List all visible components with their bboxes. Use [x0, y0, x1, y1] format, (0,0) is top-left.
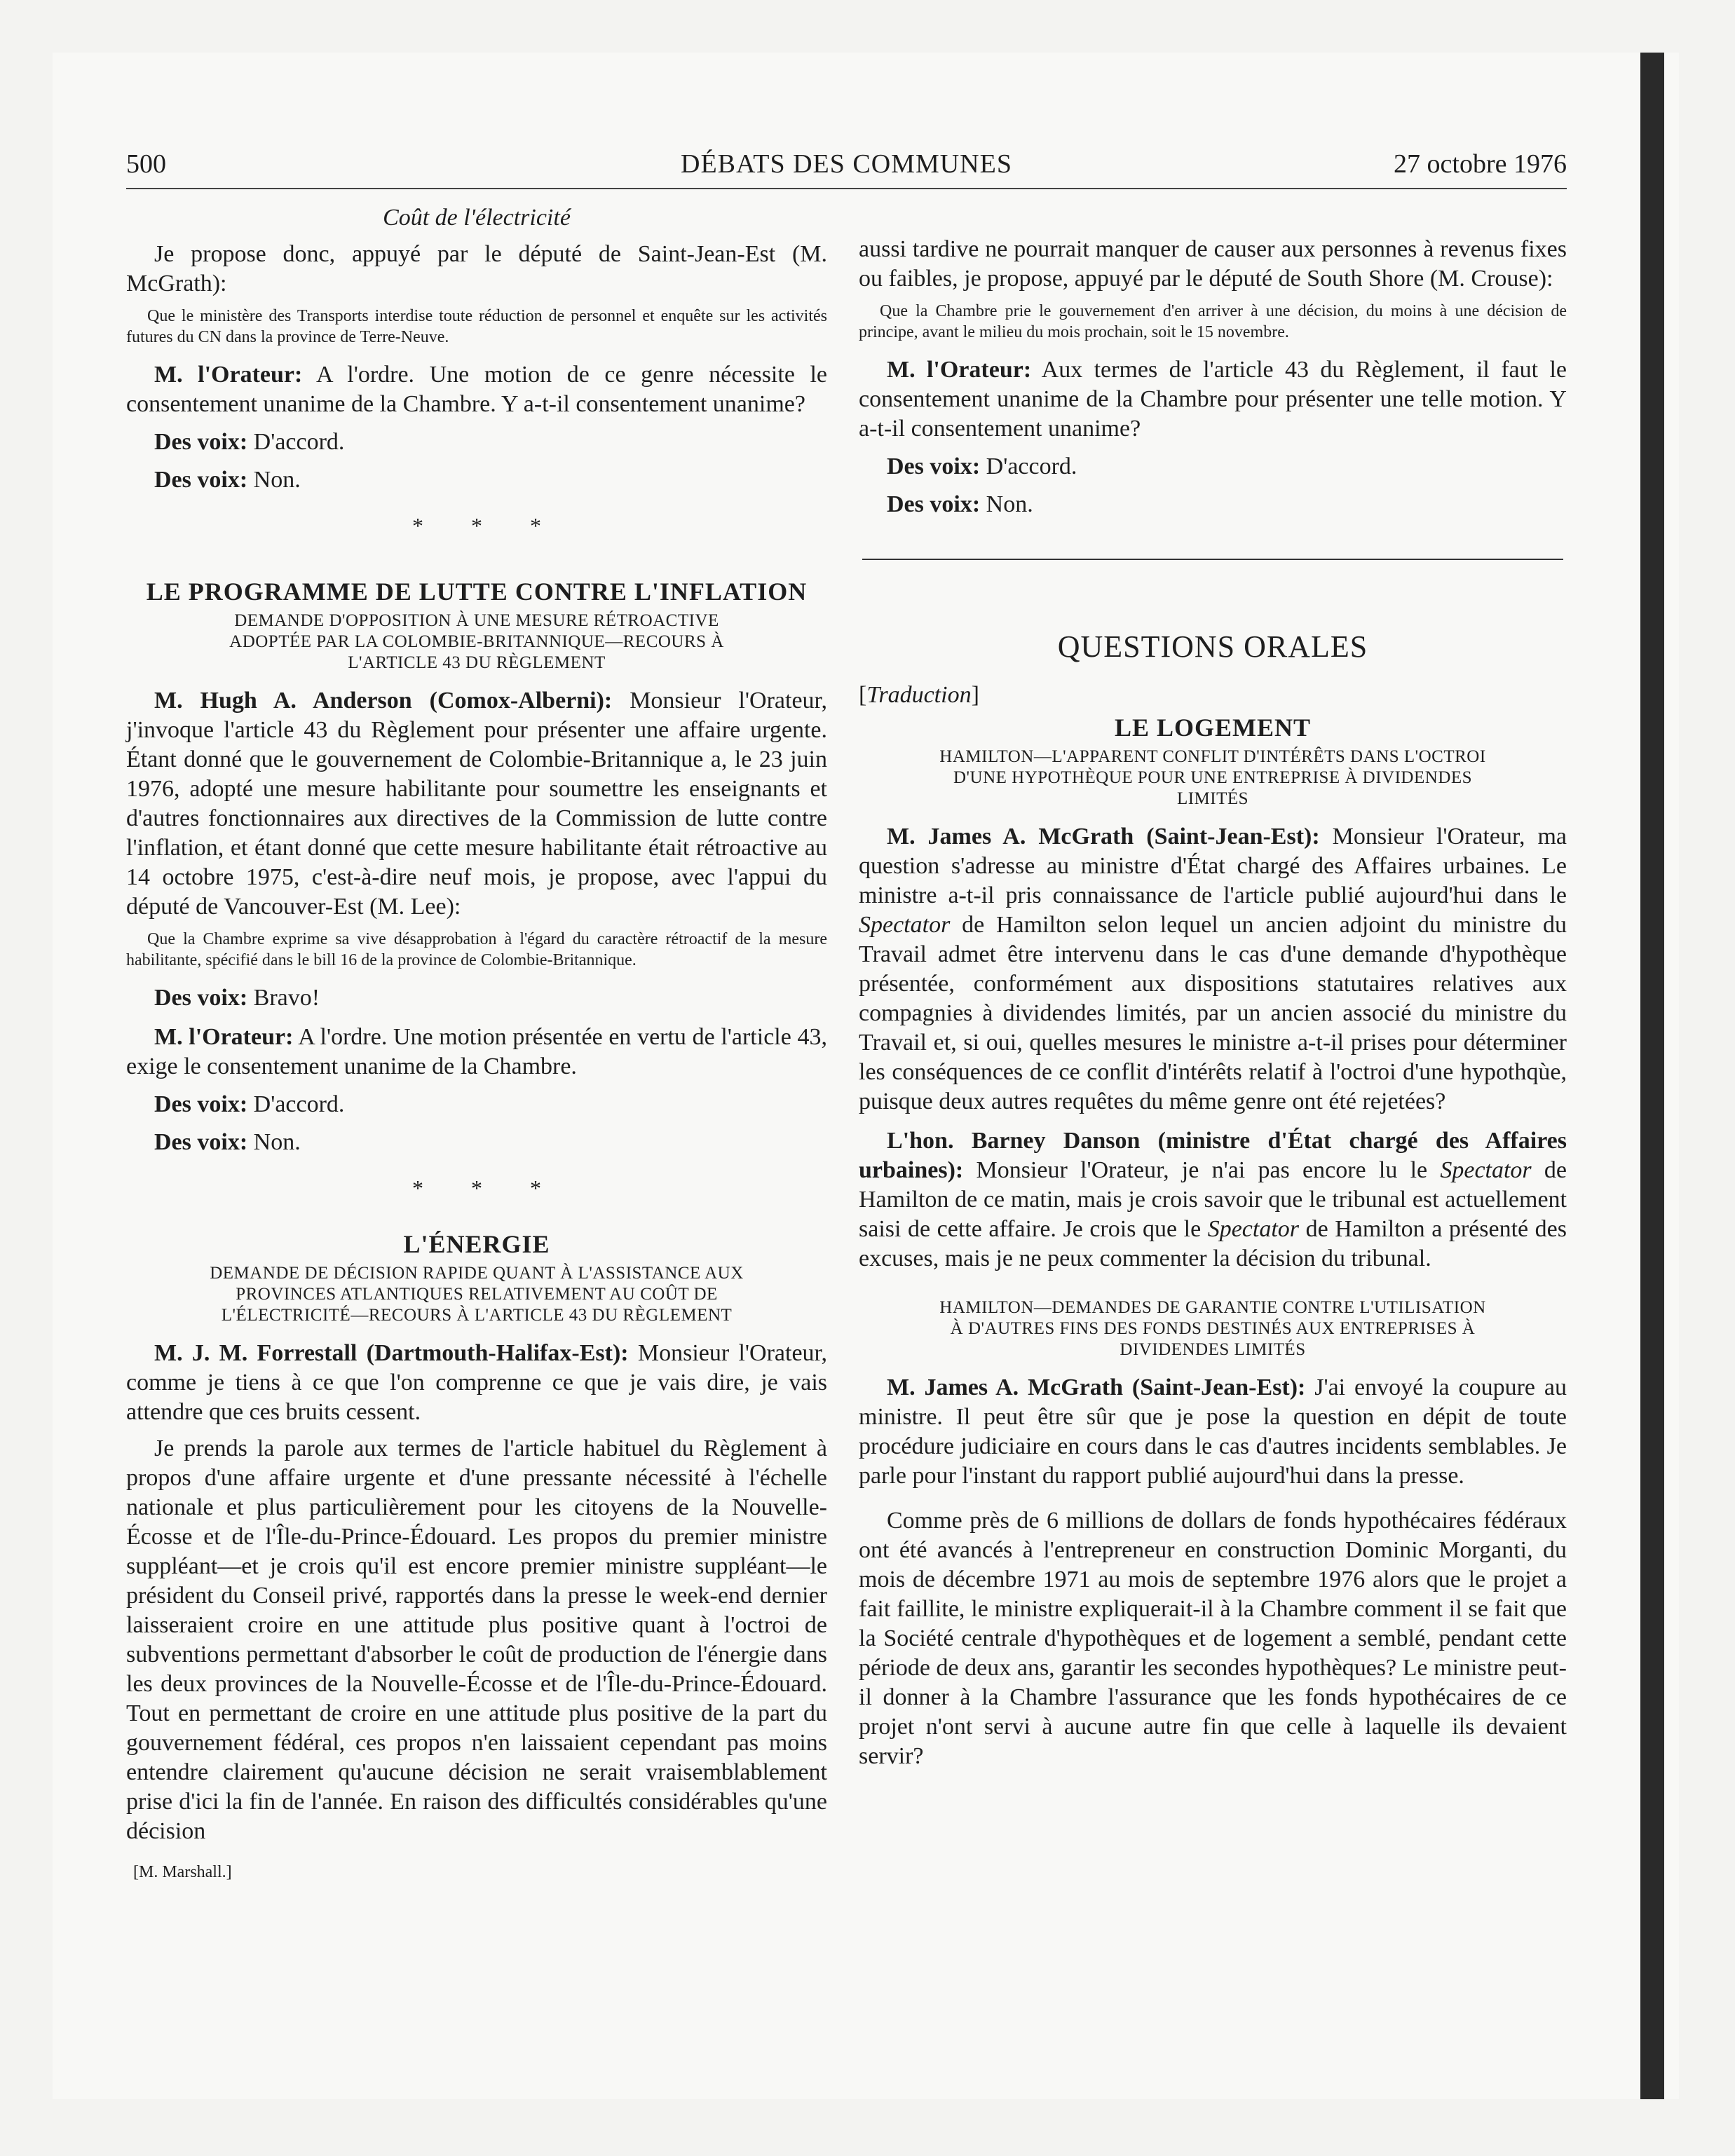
- paragraph: Je propose donc, appuyé par le député de Saint-Jean-Est (M. McGrath):: [126, 241, 827, 296]
- paragraph: Comme près de 6 millions de dollars de fonds hypothécaires fédéraux ont été avancés à l'entrepreneur en construction Dominic Morganti, du mois de décembre 1971 au mois de septembre 1976 alors que le projet a fait faillite, le ministre expliquerait-il à la Chambre comment il se fait que la Société centrale d'hypothèques et de logement a semblé, pendant cette période de deux ans, garantir les secondes hypothèques? Le ministre peut-il donner à la Chambre l'assurance que les fonds hypothécaires de ce projet n'ont servi à aucune autre fin que celle à laquelle ils devaient servir?: [859, 1508, 1567, 1769]
- subtitle-line: HAMILTON—DEMANDES DE GARANTIE CONTRE L'UTILISATION: [939, 1298, 1486, 1317]
- subtitle-line: D'UNE HYPOTHÈQUE POUR UNE ENTREPRISE À DIVIDENDES: [953, 768, 1473, 787]
- scan-edge-bar: [1640, 53, 1664, 2099]
- speech: [859, 1126, 1567, 1274]
- publication-name: Spectator: [859, 912, 951, 938]
- publication-name: Spectator: [1440, 1157, 1532, 1183]
- speech: [126, 1023, 827, 1082]
- section-separator: * * *: [412, 513, 562, 538]
- paragraph: aussi tardive ne pourrait manquer de causer aux personnes à revenus fixes ou faibles, je propose, appuyé par le député de South Shore (M. Crouse):: [859, 236, 1567, 292]
- speech-text: Monsieur l'Orateur, je n'ai pas encore lu le: [963, 1157, 1441, 1183]
- speech-text: Non.: [980, 491, 1033, 517]
- section-separator: * * *: [412, 1175, 562, 1201]
- speaker-name: Des voix:: [154, 467, 248, 493]
- section-heading: QUESTIONS ORALES: [1057, 629, 1368, 664]
- speech: [859, 822, 1567, 1117]
- paragraph: Je prends la parole aux termes de l'article habituel du Règlement à propos d'une affaire urgente et d'une pressante nécessité à l'échelle nationale et plus particulièrement pour les citoyens de la Nouvelle-Écosse et de l'Île-du-Prince-Édouard. Les propos du premier ministre suppléant—et je crois qu'il est encore premier ministre suppléant—le président du Conseil privé, rapportés dans la presse le week-end dernier laisseraient croire en une attitude plus positive quant à l'octroi de subventions permettant d'absorber le coût de production de l'énergie dans les deux provinces de la Nouvelle-Écosse et de l'Île-du-Prince-Édouard. Tout en permettant de croire en une attitude plus positive de la part du gouvernement fédéral, ces propos n'en laissaient cependant pas moins entendre clairement qu'aucune décision ne serait vraisemblablement prise d'ici la fin de l'année. En raison des difficultés considérables qu'une décision: [126, 1435, 827, 1844]
- voices-line: [126, 983, 827, 1013]
- speech-text: de Hamilton selon lequel un ancien adjoint du ministre du Travail admet être intervenu dans le cas d'une demande d'hypothèque présentée, conformément aux dispositions statutaires relatives aux compagnies à dividendes limités, par un ancien associé du ministre du Travail et, si oui, quelles mesures le ministre a-t-il prises pour déterminer les conséquences de ce conflit d'intérêts relatif à l'octroi d'une hypothqùe, puisque deux autres requêtes du même genre ont été rejetées?: [859, 912, 1567, 1114]
- speech-text: de Hamilton de ce matin, mais je crois savoir que le tribunal est actuellement saisi de cette affaire. Je crois que le: [859, 1157, 1567, 1242]
- subtitle-line: L'ÉLECTRICITÉ—RECOURS À L'ARTICLE 43 DU RÈGLEMENT: [221, 1306, 733, 1325]
- section-subtitle: [859, 1297, 1567, 1360]
- speaker-name: Des voix:: [887, 453, 981, 479]
- voices-line: [126, 465, 827, 495]
- speaker-name: M. l'Orateur:: [154, 1024, 294, 1050]
- motion-quote: Que la Chambre exprime sa vive désapprobation à l'égard du caractère rétroactif de la mesure habilitante, spécifié dans le bill 16 de la province de Colombie-Britannique.: [126, 930, 827, 969]
- section-title: LE LOGEMENT: [1114, 714, 1312, 742]
- section-subtitle: [126, 1263, 827, 1326]
- speech-text: D'accord.: [247, 429, 345, 455]
- speech-text: Non.: [247, 467, 301, 493]
- speaker-name: Des voix:: [154, 985, 248, 1011]
- motion-quote: Que la Chambre prie le gouvernement d'en arriver à une décision, du moins à une décision de principe, avant le milieu du mois prochain, soit le 15 novembre.: [859, 302, 1567, 341]
- speech-text: J'ai envoyé la coupure au ministre. Il peut être sûr que je pose la question en dépit de toute procédure judiciaire en cours dans le cas d'autres incidents semblables. Je parle pour l'instant du rapport publié aujourd'hui dans la presse.: [859, 1374, 1567, 1489]
- horizontal-rule: [862, 559, 1563, 560]
- section-title: LE PROGRAMME DE LUTTE CONTRE L'INFLATION: [146, 578, 808, 606]
- speaker-name: Des voix:: [154, 1091, 248, 1117]
- speech-text: Non.: [247, 1129, 301, 1155]
- speech-text: Monsieur l'Orateur, j'invoque l'article 43 du Règlement pour présenter une affaire urgente. Étant donné que le gouvernement de Colombie-Britannique a, le 23 juin 1976, adopté une mesure habilitante pour soumettre les enseignants et d'autres fonctionnaires aux directives de la Commission de lutte contre l'inflation, et étant donné que cette mesure habilitante était rétroactive au 14 octobre 1975, c'est-à-dire neuf mois, je propose, avec l'appui du député de Vancouver-Est (M. Lee):: [126, 688, 827, 920]
- speech: [126, 360, 827, 419]
- speech: [859, 355, 1567, 444]
- subtitle-line: L'ARTICLE 43 DU RÈGLEMENT: [348, 653, 606, 672]
- speech-text: de Hamilton a présenté des excuses, mais je ne peux commenter la décision du tribunal.: [859, 1216, 1567, 1271]
- speech: [126, 686, 827, 922]
- speaker-name: M. J. M. Forrestall (Dartmouth-Halifax-Est):: [154, 1340, 629, 1366]
- speech: [859, 1373, 1567, 1491]
- speaker-name: M. James A. McGrath (Saint-Jean-Est):: [887, 1374, 1306, 1400]
- left-column: [126, 203, 827, 1883]
- subtitle-line: À D'AUTRES FINS DES FONDS DESTINÉS AUX ENTREPRISES À: [950, 1319, 1476, 1338]
- section-subtitle: [859, 746, 1567, 810]
- section-title: L'ÉNERGIE: [403, 1230, 550, 1258]
- speech-text: Aux termes de l'article 43 du Règlement, il faut le consentement unanime de la Chambre pour présenter une telle motion. Y a-t-il consentement unanime?: [859, 357, 1567, 442]
- subtitle-line: PROVINCES ATLANTIQUES RELATIVEMENT AU COÛT DE: [236, 1285, 718, 1304]
- section-subtitle: [126, 610, 827, 674]
- publication-title: DÉBATS DES COMMUNES: [681, 149, 1012, 179]
- voices-line: [126, 1090, 827, 1119]
- translation-label: Traduction: [866, 682, 972, 708]
- motion-quote: Que le ministère des Transports interdise toute réduction de personnel et enquête sur les activités futures du CN dans la province de Terre-Neuve.: [126, 307, 827, 346]
- page-header: [126, 149, 1567, 189]
- speech-text: D'accord.: [980, 453, 1077, 479]
- running-topic: Coût de l'électricité: [383, 205, 571, 231]
- subtitle-line: DEMANDE DE DÉCISION RAPIDE QUANT À L'ASSISTANCE AUX: [210, 1264, 744, 1283]
- speaker-name: M. l'Orateur:: [154, 362, 303, 388]
- speech: [126, 1339, 827, 1427]
- speaker-name: M. l'Orateur:: [887, 357, 1032, 383]
- subtitle-line: HAMILTON—L'APPARENT CONFLIT D'INTÉRÊTS DANS L'OCTROI: [939, 747, 1486, 766]
- speech-text: Bravo!: [247, 985, 320, 1011]
- speaker-footnote: [M. Marshall.]: [133, 1863, 232, 1881]
- speech-text: Monsieur l'Orateur, comme je tiens à ce que l'on comprenne ce que je vais dire, je vais attendre que ces bruits cessent.: [126, 1340, 827, 1425]
- page-date: 27 octobre 1976: [1394, 149, 1567, 179]
- subtitle-line: DEMANDE D'OPPOSITION À UNE MESURE RÉTROACTIVE: [234, 611, 719, 630]
- speech-text: D'accord.: [247, 1091, 345, 1117]
- page-number: 500: [126, 149, 166, 179]
- voices-line: [859, 490, 1567, 519]
- speaker-name: L'hon. Barney Danson (ministre d'État chargé des Affaires urbaines):: [859, 1128, 1567, 1183]
- speech-text: Monsieur l'Orateur, ma question s'adresse au ministre d'État chargé des Affaires urbaines. Le ministre a-t-il pris connaissance de l'article publié aujourd'hui dans le: [859, 824, 1567, 908]
- speech-text: A l'ordre. Une motion présentée en vertu de l'article 43, exige le consentement unanime de la Chambre.: [126, 1024, 827, 1079]
- speaker-name: M. Hugh A. Anderson (Comox-Alberni):: [154, 688, 613, 714]
- translation-note: [Traduction]: [859, 682, 979, 708]
- speaker-name: Des voix:: [887, 491, 981, 517]
- voices-line: [859, 452, 1567, 482]
- subtitle-line: DIVIDENDES LIMITÉS: [1120, 1340, 1306, 1359]
- voices-line: [126, 1128, 827, 1157]
- speech-text: A l'ordre. Une motion de ce genre nécessite le consentement unanime de la Chambre. Y a-t-il consentement unanime?: [126, 362, 828, 417]
- publication-name: Spectator: [1207, 1216, 1300, 1242]
- speaker-name: Des voix:: [154, 429, 248, 455]
- right-column: [859, 235, 1567, 1771]
- speaker-name: Des voix:: [154, 1129, 248, 1155]
- subtitle-line: LIMITÉS: [1176, 789, 1249, 808]
- speaker-name: M. James A. McGrath (Saint-Jean-Est):: [887, 824, 1320, 850]
- voices-line: [126, 428, 827, 457]
- subtitle-line: ADOPTÉE PAR LA COLOMBIE-BRITANNIQUE—RECOURS À: [229, 632, 724, 651]
